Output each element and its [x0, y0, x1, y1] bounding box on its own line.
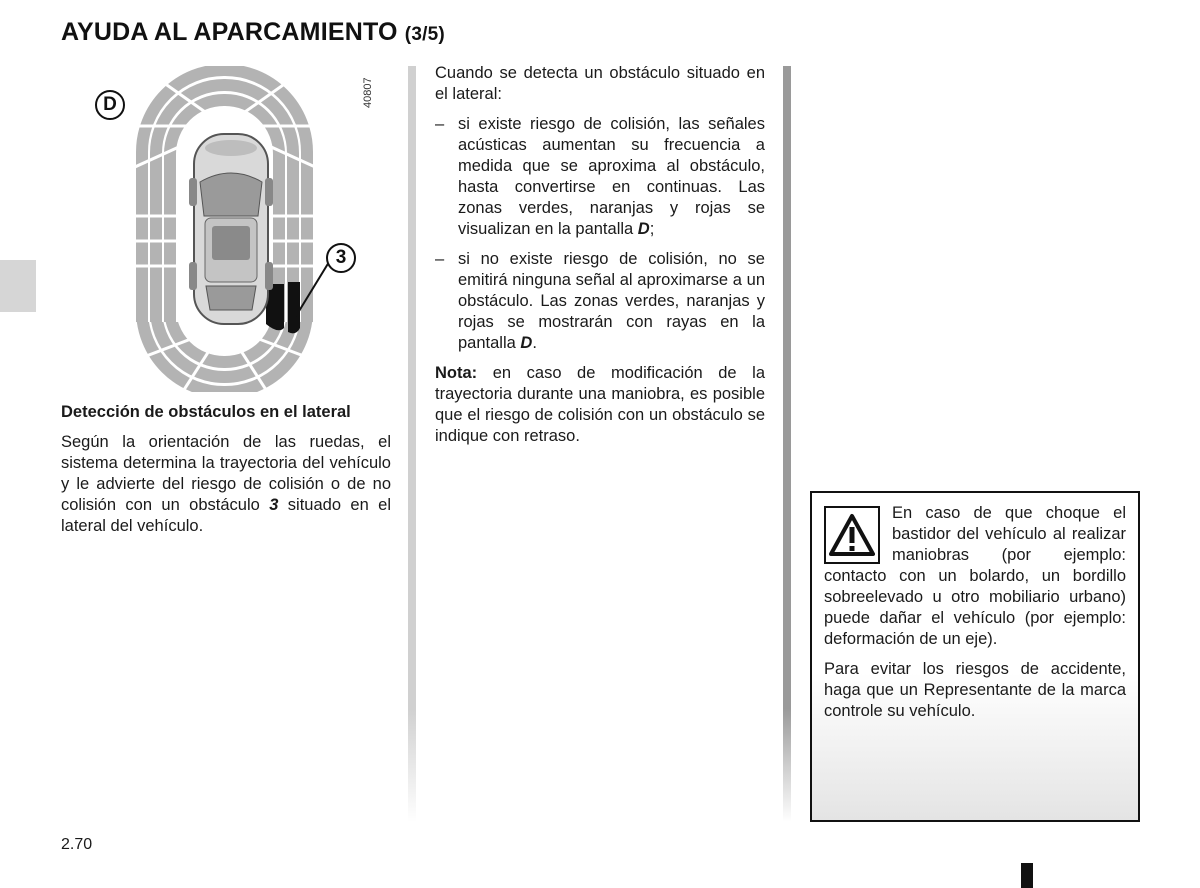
page-number: 2.70: [61, 836, 93, 853]
note-label: Nota:: [435, 364, 478, 382]
section-heading: Detección de obstáculos en el lateral: [61, 403, 351, 421]
intro-paragraph: Cuando se detecta un obstáculo situado en el lateral:: [435, 64, 765, 103]
page-title: [61, 18, 445, 47]
warning-box: [810, 491, 1140, 822]
warning-triangle-icon: [824, 506, 880, 564]
reference-d: D: [637, 220, 650, 238]
warning-content: [824, 503, 1126, 722]
middle-column: [435, 63, 765, 447]
list-item: [435, 114, 765, 240]
column-divider-right: [783, 66, 791, 822]
figure-code: 40807: [362, 77, 374, 109]
warning-paragraph-2: Para evitar los riesgos de accidente, haga que un Representante de la marca controle su vehículo.: [824, 660, 1126, 720]
list-item: [435, 249, 765, 354]
callout-3: 3: [326, 243, 356, 273]
bullet-dash: –: [435, 115, 445, 133]
page-edge-marker: [1021, 863, 1033, 888]
note-paragraph: Nota: en caso de modificación de la trayectoria durante una maniobra, es posible que el riesgo de colisión con un obstáculo se indique con retraso.: [435, 364, 765, 445]
bullet-text: si no existe riesgo de colisión, no se emitirá ninguna señal al aproximarse a un obstáculo. Las zonas verdes, naranjas y rojas se mostrarán con rayas en la pantalla D.: [458, 250, 765, 352]
bullet-text: si existe riesgo de colisión, las señales acústicas aumentan su frecuencia a medida que se aproxima al obstáculo, hasta convertirse en continuas. Las zonas verdes, naranjas y rojas se visualizan en la pantalla D;: [458, 115, 765, 238]
left-paragraph: Según la orientación de las ruedas, el sistema determina la trayectoria del vehículo y le advierte del riesgo de colisión o de no colisión con un obstáculo 3 situado en el lateral del vehículo.: [61, 433, 392, 535]
reference-d: D: [520, 334, 533, 352]
page-indicator: (3/5): [404, 24, 445, 45]
title-text: AYUDA AL APARCAMIENTO: [61, 18, 398, 46]
bullet-dash: –: [435, 250, 445, 268]
warning-paragraph-1: En caso de que choque el bastidor del vehículo al realizar maniobras (por ejemplo: contacto con un bolardo, un bordillo sobreelevado u otro mobiliario urbano) puede dañar el vehículo (por ejemplo: deformación de un eje).: [824, 504, 1126, 648]
column-divider-left: [408, 66, 416, 822]
parking-sensor-diagram: [60, 66, 390, 392]
left-column: [61, 402, 391, 537]
callout-d: D: [95, 90, 125, 120]
car-top-view: [189, 134, 273, 324]
chapter-tab-marker: [0, 260, 36, 312]
reference-3: 3: [269, 496, 279, 514]
